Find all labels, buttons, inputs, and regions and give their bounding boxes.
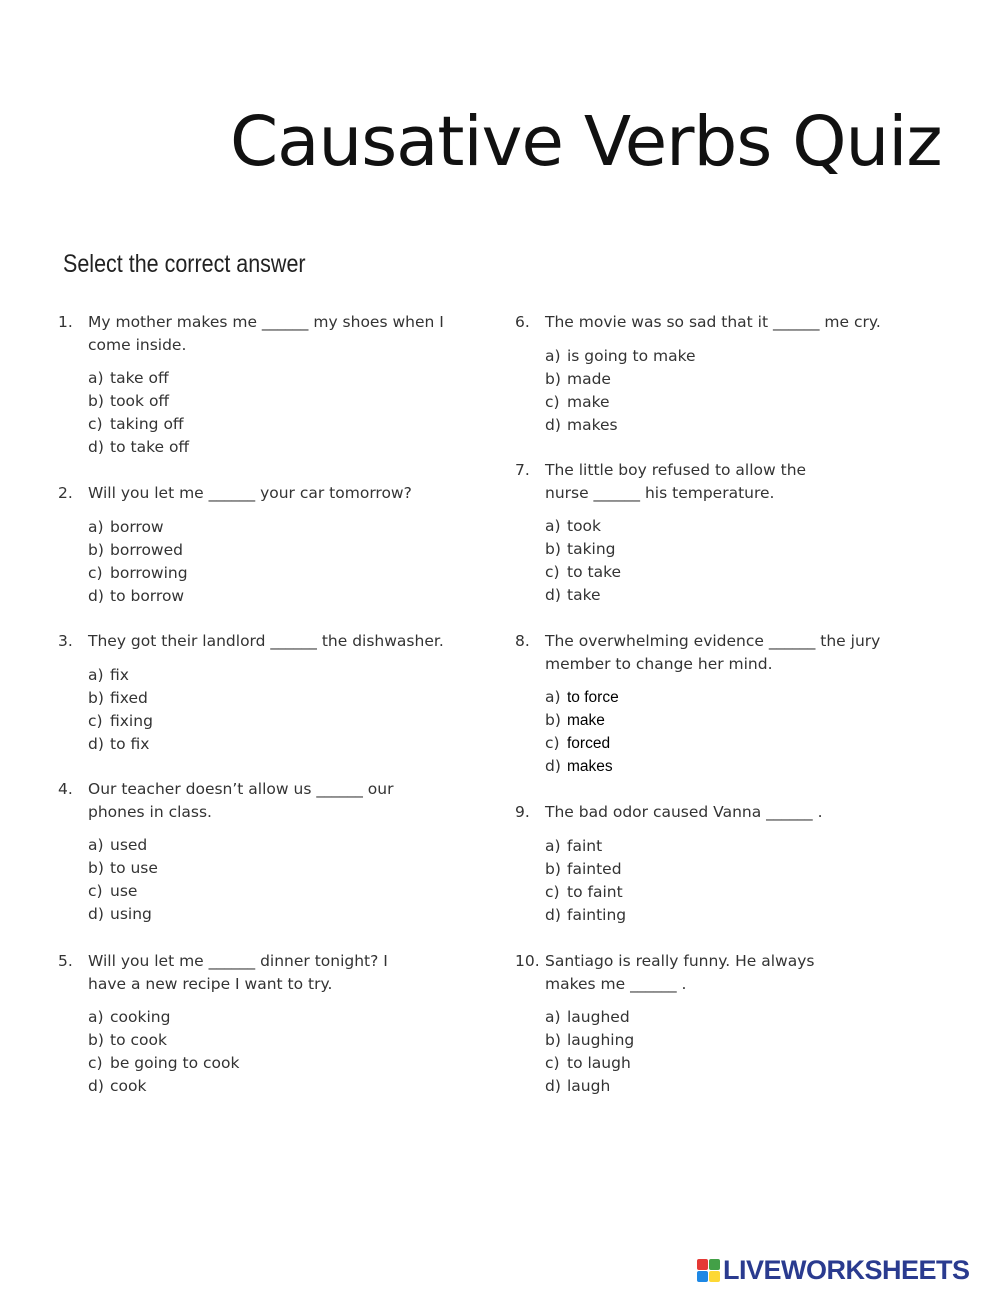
option[interactable]: b) made xyxy=(545,369,611,388)
option[interactable]: b) laughing xyxy=(545,1031,635,1049)
question-text: Will you let me ______ dinner tonight? I have a new recipe I want to try. xyxy=(88,952,388,993)
option[interactable]: c) use xyxy=(88,882,138,900)
option[interactable]: a) is going to make xyxy=(545,346,696,365)
question-2 xyxy=(58,482,468,608)
option[interactable]: b) make xyxy=(545,711,605,729)
question-text: My mother makes me ______ my shoes when I come inside. xyxy=(88,313,444,354)
question-number: 4. xyxy=(58,780,73,798)
question-number: 1. xyxy=(58,313,73,331)
option[interactable]: b) to cook xyxy=(88,1031,167,1049)
question-5 xyxy=(58,950,388,1098)
question-6 xyxy=(515,311,945,437)
question-text: Will you let me ______ your car tomorrow? xyxy=(88,484,412,502)
option[interactable]: b) taking xyxy=(545,540,616,558)
option[interactable]: d) makes xyxy=(545,415,618,434)
question-number: 9. xyxy=(515,803,530,821)
question-text: The little boy refused to allow the nurse ______ his temperature. xyxy=(545,461,807,502)
option[interactable]: c) taking off xyxy=(88,415,184,433)
option[interactable]: a) faint xyxy=(545,836,603,855)
option[interactable]: a) used xyxy=(88,836,148,854)
option[interactable]: d) to take off xyxy=(88,438,190,456)
question-number: 10. xyxy=(515,952,540,970)
page-subtitle: Select the correct answer xyxy=(63,250,306,278)
question-10 xyxy=(515,950,845,1098)
option[interactable]: b) fainted xyxy=(545,859,622,878)
page-title: Causative Verbs Quiz xyxy=(230,102,942,182)
question-7 xyxy=(515,459,845,607)
option[interactable]: a) borrow xyxy=(88,517,164,536)
option[interactable]: d) cook xyxy=(88,1077,147,1095)
question-text: The movie was so sad that it ______ me cry. xyxy=(545,313,881,331)
question-9 xyxy=(515,801,945,927)
option[interactable]: d) fainting xyxy=(545,905,627,924)
liveworksheets-logo xyxy=(697,1255,970,1285)
question-number: 8. xyxy=(515,632,530,650)
option[interactable]: d) to fix xyxy=(88,734,150,753)
question-1 xyxy=(58,311,458,459)
option[interactable]: a) laughed xyxy=(545,1008,630,1026)
question-number: 6. xyxy=(515,313,530,331)
option[interactable]: a) to force xyxy=(545,688,619,706)
liveworksheets-logo-icon xyxy=(697,1259,720,1282)
option[interactable]: b) fixed xyxy=(88,688,148,707)
question-text: They got their landlord ______ the dishwasher. xyxy=(88,632,444,650)
question-number: 7. xyxy=(515,461,530,479)
option[interactable]: a) cooking xyxy=(88,1008,171,1026)
option[interactable]: a) take off xyxy=(88,369,169,387)
question-number: 5. xyxy=(58,952,73,970)
question-number: 2. xyxy=(58,484,73,502)
option[interactable]: c) make xyxy=(545,392,610,411)
option[interactable]: c) fixing xyxy=(88,711,153,730)
option[interactable]: d) take xyxy=(545,586,601,604)
option[interactable]: c) be going to cook xyxy=(88,1054,240,1072)
option[interactable]: c) forced xyxy=(545,734,611,752)
question-4 xyxy=(58,778,428,926)
option[interactable]: b) borrowed xyxy=(88,540,183,559)
option[interactable]: a) fix xyxy=(88,665,129,684)
option[interactable]: d) to borrow xyxy=(88,586,185,605)
option[interactable]: c) to laugh xyxy=(545,1054,631,1072)
brand-name: LIVEWORKSHEETS xyxy=(723,1254,970,1285)
question-number: 3. xyxy=(58,632,73,650)
option[interactable]: b) to use xyxy=(88,859,158,877)
question-text: The overwhelming evidence ______ the jury member to change her mind. xyxy=(545,632,881,673)
question-text: Santiago is really funny. He always makes me ______ . xyxy=(545,952,815,993)
option[interactable]: b) took off xyxy=(88,392,170,410)
option[interactable]: d) makes xyxy=(545,757,613,775)
question-8 xyxy=(515,630,915,778)
question-3 xyxy=(58,630,488,756)
question-text: The bad odor caused Vanna ______ . xyxy=(545,803,823,821)
option[interactable]: d) using xyxy=(88,905,152,923)
question-text: Our teacher doesn’t allow us ______ our phones in class. xyxy=(88,780,394,821)
option[interactable]: d) laugh xyxy=(545,1077,611,1095)
option[interactable]: c) borrowing xyxy=(88,563,188,582)
option[interactable]: c) to faint xyxy=(545,882,623,901)
option[interactable]: a) took xyxy=(545,517,602,535)
option[interactable]: c) to take xyxy=(545,563,622,581)
